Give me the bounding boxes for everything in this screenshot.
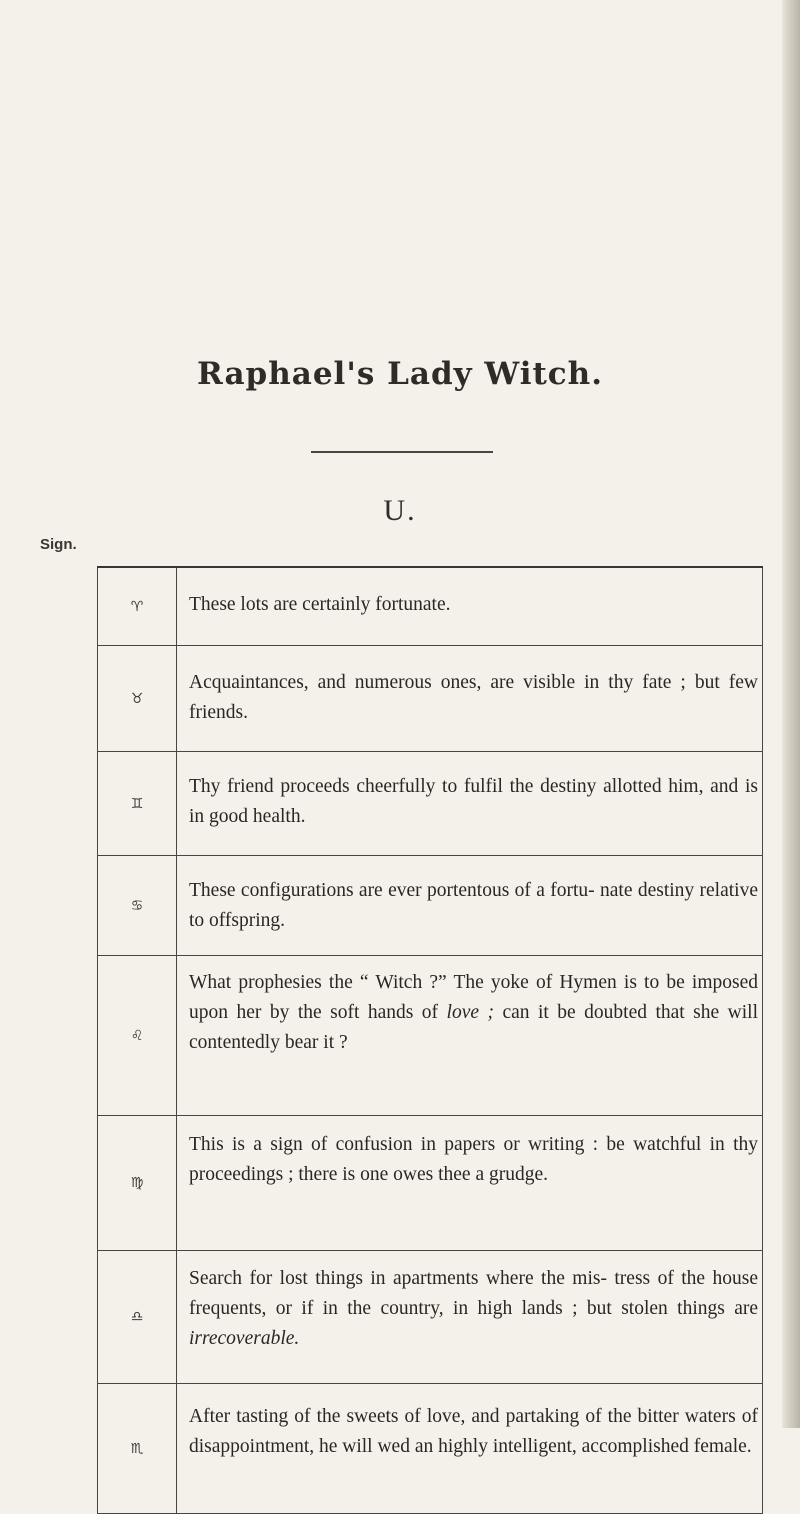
- row-text: [177, 956, 763, 1115]
- section-letter: U.: [383, 494, 417, 527]
- oracle-table: [97, 566, 763, 1514]
- row-text-italic: irrecoverable.: [189, 1328, 300, 1349]
- cancer-sign-icon: ♋: [97, 856, 177, 955]
- row-text: [177, 1251, 763, 1383]
- aries-sign-icon: ♈: [97, 568, 177, 645]
- title-divider: [311, 451, 493, 453]
- table-row: [97, 1116, 763, 1251]
- table-row: [97, 646, 763, 752]
- libra-sign-icon: ♎: [97, 1251, 177, 1383]
- table-row: [97, 1251, 763, 1384]
- table-row: [97, 568, 763, 646]
- row-text: Thy friend proceeds cheerfully to fulfil the destiny allotted him, and is in good health.: [177, 752, 763, 855]
- virgo-sign-icon: ♍: [97, 1116, 177, 1250]
- page-title: Raphael's Lady Witch.: [196, 356, 604, 392]
- leo-sign-icon: ♌: [97, 956, 177, 1115]
- table-row: [97, 752, 763, 856]
- row-text-part: can it be doubted that she will contentedly bear it ?: [189, 1002, 758, 1053]
- sign-column-label: Sign.: [40, 536, 77, 553]
- gemini-sign-icon: ♊: [97, 752, 177, 855]
- row-text: These lots are certainly fortunate.: [177, 568, 763, 645]
- row-text: After tasting of the sweets of love, and partaking of the bitter waters of disappointment, he will wed an highly intelligent, accomplished female.: [177, 1384, 763, 1513]
- row-text-italic: love ;: [446, 1002, 494, 1023]
- scorpio-sign-icon: ♏: [97, 1384, 177, 1513]
- taurus-sign-icon: ♉: [97, 646, 177, 751]
- page-edge-shadow: [782, 0, 800, 1428]
- row-text: These configurations are ever portentous of a fortu- nate destiny relative to offspring.: [177, 856, 763, 955]
- row-text: Acquaintances, and numerous ones, are visible in thy fate ; but few friends.: [177, 646, 763, 751]
- row-text-part: What prophesies the “ Witch ?” The yoke of Hymen is to be imposed upon her by the soft hands of: [189, 972, 758, 1023]
- table-row: [97, 856, 763, 956]
- row-text-part: Search for lost things in apartments where the mis- tress of the house frequents, or if in the country, in high lands ; but stolen things are: [189, 1268, 758, 1319]
- table-row: [97, 956, 763, 1116]
- row-text: This is a sign of confusion in papers or writing : be watchful in thy proceedings ; there is one owes thee a grudge.: [177, 1116, 763, 1250]
- table-row: [97, 1384, 763, 1514]
